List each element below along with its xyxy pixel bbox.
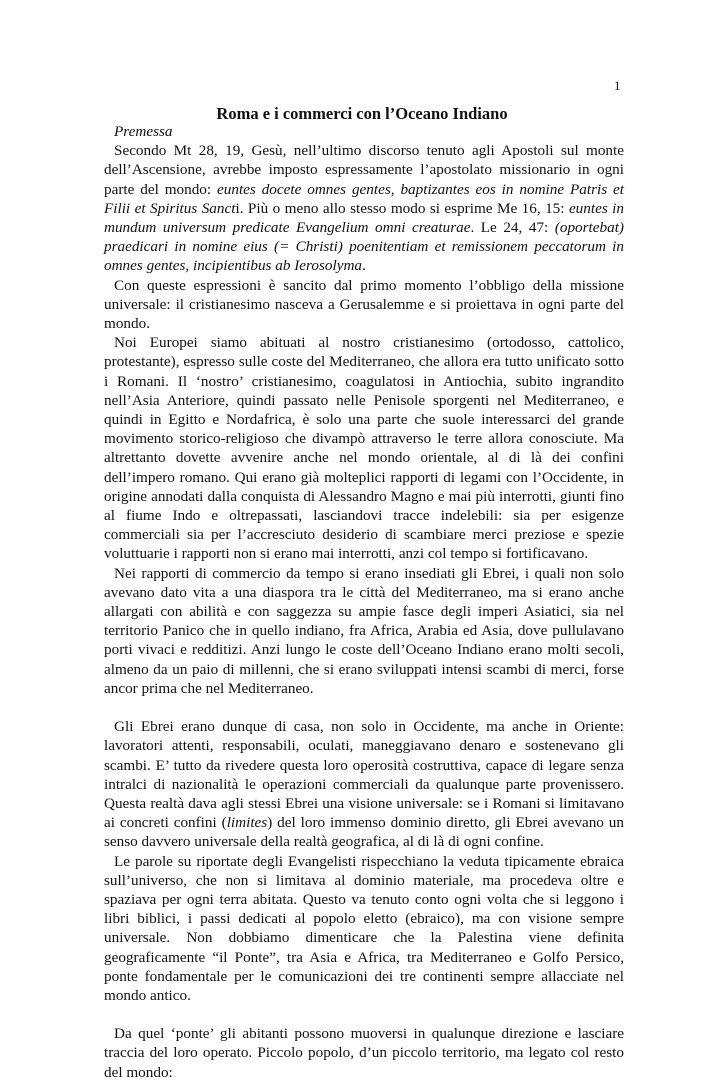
paragraph-4: Nei rapporti di commercio da tempo si erano insediati gli Ebrei, i quali non solo avevano dato vita a una diaspora tra le città del Mediterraneo, ma si erano anche allargati con abilità e con saggezza su ampie fasce degli imperi Asiatici, sia nel territorio Panico che in quello indiano, fra Africa, Arabia ed Asia, dove pullulavano porti vivaci e redditizi. Anzi lungo le coste dell’Oceano Indiano erano molti secoli, almeno da un paio di millenni, che si erano sviluppati intensi scambi di merci, forse ancor prima che nel Mediterraneo. — [104, 564, 624, 697]
document-title: Roma e i commerci con l’Oceano Indiano — [216, 104, 508, 123]
paragraph-1: Secondo Mt 28, 19, Gesù, nell’ultimo discorso tenuto agli Apostoli sul monte dell’Ascensione, avrebbe imposto espressamente l’apostolato missionario in ogni parte del mondo: euntes docete omnes gentes, baptizantes eos in nomine Patris et Filii et Spiritus Sancti. Più o meno allo stesso modo si esprime Me 16, 15: euntes in mundum universum predicate Evangelium omni creaturae. Le 24, 47: (oportebat) praedicari in nomine eius (= Christi) poenitentiam et remissionem peccatorum in omnes gentes, incipientibus ab Ierosolyma. — [104, 142, 624, 275]
paragraph-3: Noi Europei siamo abituati al nostro cristianesimo (ortodosso, cattolico, protestante), espresso sulle coste del Mediterraneo, che allora era tutto unificato sotto i Romani. Il ‘nostro’ cristianesimo, coagulatosi in Antiochia, subito ingrandito nell’Asia Anteriore, quindi passato nelle Penisole sporgenti nel Mediterraneo, e quindi in Egitto e Nordafrica, è solo una parte che suole interessarci del grande movimento storico-religioso che divampò attraverso le terre allora conosciute. Ma altrettanto dovette avvenire anche nel mondo orientale, al di là dei confini dell’impero romano. Qui erano già molteplici rapporti di legami con l’Occidente, in origine annodati dalla conquista di Alessandro Magno e mai più interrotti, giunti fino al fiume Indo e oltrepassati, lasciandovi tracce indelebili: sia per esigenze commerciali sia per l’accresciuto desiderio di scambiare merci preziose e spezie voluttuarie i rapporti non si erano mai interrotti, anzi col tempo si fortificavano. — [104, 334, 624, 563]
section-heading: Premessa — [114, 123, 173, 140]
paragraph-2: Con queste espressioni è sancito dal primo momento l’obbligo della missione universale: il cristianesimo nasceva a Gerusalemme e si proiettava in ogni parte del mondo. — [104, 276, 624, 333]
page-number: 1 — [614, 78, 621, 93]
paragraph-6: Le parole su riportate degli Evangelisti rispecchiano la veduta tipicamente ebraica sull’universo, che non si limitava al dominio materiale, ma procedeva oltre e spaziava per ogni terra abitata. Questo va tenuto conto ogni volta che si leggono i libri biblici, i passi dedicati al popolo eletto (ebraico), ma con visione sempre universale. Non dobbiamo dimenticare che la Palestina viene definita geograficamente “il Ponte”, tra Asia e Africa, tra Mediterraneo e Golfo Persico, ponte fondamentale per le comunicazioni dei tre continenti sempre allacciate nel mondo antico. — [104, 852, 624, 1004]
paragraph-7: Da quel ‘ponte’ gli abitanti possono muoversi in qualunque direzione e lasciare traccia del loro operato. Piccolo popolo, d’un piccolo territorio, ma legato col resto del mondo: — [104, 1025, 624, 1081]
document-body — [104, 122, 624, 1082]
paragraph-5: Gli Ebrei erano dunque di casa, non solo in Occidente, ma anche in Oriente: lavoratori attenti, responsabili, oculati, maneggiavano denaro e sostenevano gli scambi. E’ tutto da rivedere questa loro operosità costruttiva, capace di legare senza intralci di nazionalità le operazioni commerciali da qualunque parte provenissero. Questa realtà dava agli stessi Ebrei una visione universale: se i Romani si limitavano ai concreti confini (limites) del loro immenso dominio diretto, gli Ebrei avevano un senso davvero universale della realtà geografica, al di là di ogni confine. — [104, 718, 624, 851]
